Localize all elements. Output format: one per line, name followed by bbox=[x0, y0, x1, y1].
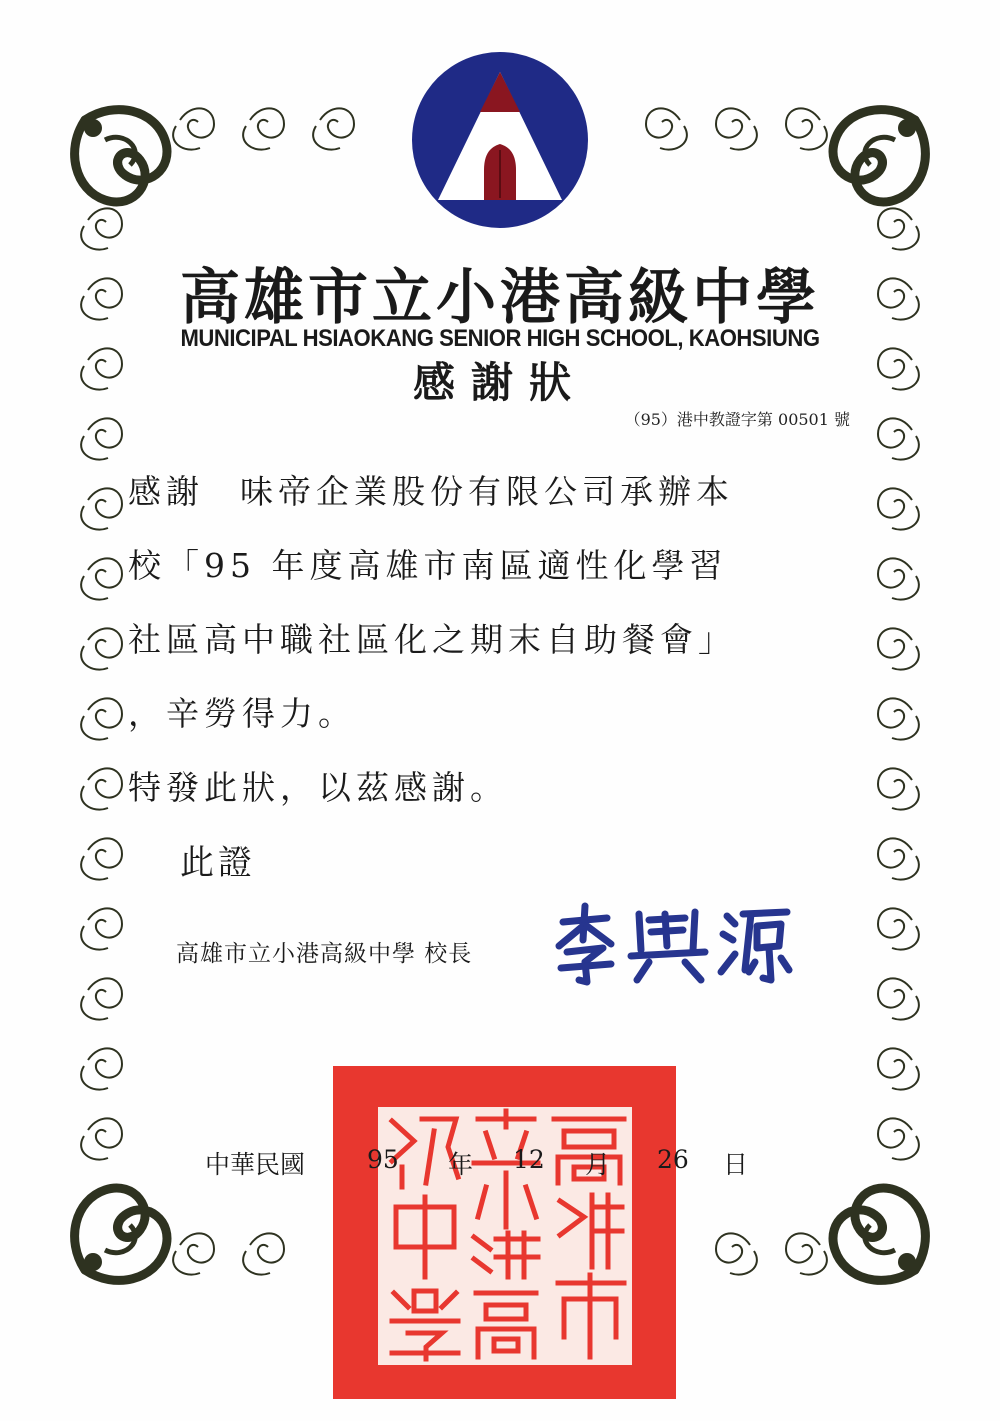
school-emblem-icon bbox=[410, 50, 590, 230]
body-line-1-prefix: 感謝 bbox=[128, 472, 204, 511]
date-era: 中華民國 bbox=[205, 1150, 306, 1179]
date-day: 26 bbox=[657, 1145, 689, 1174]
certificate-body bbox=[128, 455, 868, 825]
body-line-1 bbox=[128, 455, 868, 529]
date-month-unit: 月 bbox=[585, 1150, 611, 1179]
certify-label: 此證 bbox=[180, 843, 256, 883]
date-day-unit: 日 bbox=[723, 1150, 749, 1179]
date-year: 95 bbox=[367, 1145, 399, 1174]
body-line-4: ，辛勞得力。 bbox=[128, 694, 356, 733]
body-line-3: 社區高中職社區化之期末自助餐會」 bbox=[128, 620, 736, 659]
date-month: 12 bbox=[513, 1145, 545, 1174]
issue-date bbox=[205, 1145, 765, 1177]
body-line-5: 特發此狀，以茲感謝。 bbox=[128, 768, 508, 807]
date-year-unit: 年 bbox=[448, 1150, 474, 1179]
certificate-number: （95）港中教證字第 00501 號 bbox=[624, 410, 850, 429]
signer-title: 高雄市立小港高級中學 校長 bbox=[176, 941, 473, 967]
principal-signature bbox=[545, 900, 795, 990]
certificate-title: 感謝狀 bbox=[412, 358, 587, 407]
body-line-2: 校「95 年度高雄市南區適性化學習 bbox=[128, 546, 728, 585]
school-name-chinese: 高雄市立小港高級中學 bbox=[180, 263, 820, 333]
school-name-english: MUNICIPAL HSIAOKANG SENIOR HIGH SCHOOL, KAOHSIUNG bbox=[180, 325, 820, 352]
body-line-1-rest: 味帝企業股份有限公司承辦本 bbox=[240, 472, 734, 511]
